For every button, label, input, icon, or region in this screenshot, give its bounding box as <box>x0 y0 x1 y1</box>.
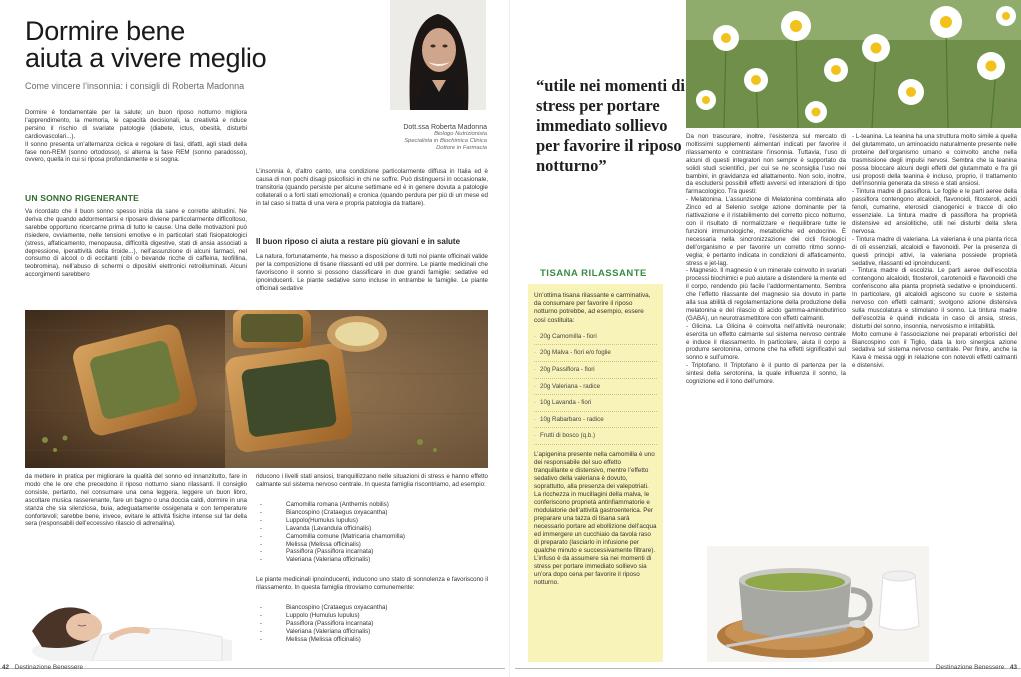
magazine-name-right: Destinazione Benessere <box>935 664 1005 671</box>
closing-text: Molto comune è l’associazione nei preparati erboristici del Biancospino con il Tiglio, data la loro sinergica azione sedativa sul sistema nervoso centrale. Per finire, anche la Kava è messa oggi in relazione con notevoli effetti calmanti e distensivi. <box>852 330 1017 370</box>
tisana-box <box>528 284 663 662</box>
author-role-3: Dottore in Farmacia <box>436 144 487 151</box>
title-line-1: Dormire bene <box>25 16 185 46</box>
supplements-column <box>686 133 846 537</box>
ingredient-item: · 20g Camomilla - fiori <box>534 329 657 346</box>
pull-quote: “utile nei momenti di stress per portare immediato sollievo per favorire il riposo notturno” <box>536 76 685 175</box>
page-number-left: 42 <box>2 664 10 671</box>
escolzia-text: - Tintura madre di escolzia. Le parti aeree dell’escolzia contengono alcaloidi, fitosteroli, carotenoidi e flavonoidi che conferiscono alla pianta proprietà sedative e ipnoinducenti. In particolare, gli alcaloidi agiscono su cuore e sistema nervoso con effetti calmanti; svolgono azione distensiva sulla muscolatura e stimolano il sonno. La tintura madre dell’escolzia è quindi indicata in caso di ansia, stress, disturbi del sonno, insonnia, nervosismo e irritabilità. <box>852 267 1017 330</box>
valeriana-text: - Tintura madre di valeriana. La valeriana è una pianta ricca di oli essenziali, alcaloidi e flavonoidi. Per la presenza di questi principi attivi, la valeriana possiede proprietà sedative, rilassanti ed ipnoinducenti. <box>852 235 1017 267</box>
plant-item: - Passiflora (Passiflora incarnata) <box>256 548 488 556</box>
natura-text: La natura, fortunatamente, ha messo a disposizione di tutti noi piante officinali valide per la composizione di tisane rilassanti ed utili per dormire. Le piante medicinali che favoriscono il sonno si possono classificare in due grandi famiglie: sedative ed ipnoinducenti. Le piante sedative sono incluse in entrambe le famiglie. Le piante officinali sedative <box>256 253 488 292</box>
tisana-intro: Un’ottima tisana rilassante e carminativa, da consumare per favorire il riposo notturno potrebbe, ad esempio, essere così costituita: <box>534 292 651 324</box>
chamomile-flowers-photo <box>686 0 1021 128</box>
plant-item: - Camomilla comune (Matricaria chamomilla) <box>256 533 488 541</box>
author-role-1: Biologo Nutrizionista <box>434 131 487 137</box>
plant-item: - Camomilla romana (Anthemis nobilis) <box>256 501 488 509</box>
plant-item: - Passiflora (Passiflora incarnata) <box>256 620 488 628</box>
intro-text <box>25 109 247 187</box>
author-role-2: Specialista in Biochimica Clinica <box>404 137 487 144</box>
page-spine <box>509 0 510 677</box>
plant-item: - Luppolo(Humulus lupulus) <box>256 517 488 525</box>
consigli-text: da mettere in pratica per migliorare la qualità del sonno ed innanzitutto, fare in modo che le ore che precedono il riposo notturno siano rilassanti. Il consiglio consiste, pertanto, nel consumare una cena leggera, leggere un buon libro, ascoltare musica rasserenante, fare un bagno o una doccia caldi, dormire in una stanza che sia silenziosa, buia, adeguatamente ossigenata e con temperature confortevoli; sarebbe bene, invece, evitare le attività fisiche intense sul far della sera (responsabili dell’eccessivo rilascio di adrenalina). <box>25 473 247 528</box>
plant-item: - Melissa (Melissa officinalis) <box>256 541 488 549</box>
glicina-text: - Glicina. La Glicina è coinvolta nell’attività neuronale; esercita un effetto calmante sul sistema nervoso centrale e induce il rilassamento. In particolare, aiuta il corpo a produrre serotonina, ormone che ha effetti significativi sul sonno e sull’umore. <box>686 322 846 362</box>
triptofano-text: - Triptofano. Il Triptofano è il punto di partenza per la sintesi della serotonina, la quale influenza il sonno, la cognizione ed il tono dell’umore. <box>686 362 846 386</box>
plant-item: - Luppolo (Humulus lupulus) <box>256 612 488 620</box>
sonno-text: Va ricordato che il buon sonno spesso inizia da sane e corrette abitudini. Ne deriva che quando addormentarsi e riposare diviene particolarmente difficoltoso, sarebbe opportuno ricercarne prima di tutto le cause. Una delle motivazioni può risiedere, ovviamente, nelle tensioni emotive e in particolari stati fisiopatologici (stress, affaticamento, menopausa, difficoltà digestive, stati di ansia associati a depressione, iperattività della tiroide...), nell’assunzione di alcuni farmaci, nel consumo di alcool o di eccitanti (cibi o bevande ricche di caffeina, teofillina, teobromina), nell’abuso di schermi o dipositivi elettronici retroilluminati. Alcuni accorgimenti sarebbero <box>25 208 247 279</box>
ingredient-item: · Frutti di bosco (q.b.) <box>534 428 657 445</box>
ipno-plants-list <box>256 604 488 644</box>
title-line-2: aiuta a vivere meglio <box>25 43 267 73</box>
plant-item: - Lavanda (Lavandula officinalis) <box>256 525 488 533</box>
author-portrait-photo <box>390 0 486 110</box>
ingredient-item: · 20g Valeriana - radice <box>534 379 657 396</box>
footer-left <box>2 664 83 671</box>
ingredient-item: · 20g Passiflora - fiori <box>534 362 657 379</box>
ingredient-item: · 10g Rabarbaro - radice <box>534 412 657 429</box>
plant-item: - Biancospino (Crataegus oxyacantha) <box>256 604 488 612</box>
author-credit <box>332 124 487 151</box>
ingredient-item: · 10g Lavanda - fiori <box>534 395 657 412</box>
intro-paragraph-2: Il sonno presenta un’alternanza ciclica e regolare di fasi, difatti, agli stadi della fase non-REM (sonno ortodosso), si alterna la fase REM (sonno paradosso), ovvero, quella in cui si riposa profondamente e si sogna. <box>25 140 247 164</box>
article-subtitle: Come vincere l’insonnia: i consigli di Roberta Madonna <box>25 81 245 91</box>
plant-item: - Valeriana (Valeriana officinalis) <box>256 628 488 636</box>
magazine-name-left: Destinazione Benessere <box>14 664 84 671</box>
tisana-ingredients <box>534 329 657 445</box>
intro-paragraph: Dormire è fondamentale per la salute; un buon riposo notturno migliora l’apprendimento, la memoria, le capacità decisionali, la creatività e riduce persino il rischio di svariate patologie (diabete, ictus, obesità, disturbi cardiovascolari...). <box>25 109 247 140</box>
plant-item: - Valeriana (Valeriana officinalis) <box>256 556 488 564</box>
ingredient-item: · 20g Malva - fiori e/o foglie <box>534 345 657 362</box>
supplements-intro: Da non trascurare, inoltre, l’esistenza sul mercato di moltissimi supplementi alimentari indicati per favorire il rilassamento e contrastare l’insonnia. Tuttavia, l’uso di alcuni di questi integratori non sempre è supportato da solidi studi scientifici, per cui se ne sconsiglia l’uso nei bambini, in gravidanza ed allattamento. Non solo, inoltre, da escludersi possibili effetti avversi ed interazioni di tipo farmacologico. Tra questi: <box>686 133 846 196</box>
tisana-heading: TISANA RILASSANTE <box>540 268 647 279</box>
author-name: Dott.ssa Roberta Madonna <box>403 124 487 131</box>
tinctures-column <box>852 133 1017 537</box>
section-heading-sonno: UN SONNO RIGENERANTE <box>25 193 140 203</box>
teanina-text: - L-teanina. La teanina ha una struttura molto simile a quella del glutammato, un aminoacido naturalmente presente nelle proteine dell’organismo umano e coinvolto anche nella trasmissione degli impulsi nervosi. Sembra che la teanina possa bloccare alcuni degli effetti del glutammato e fra gli usi proposti della teanina è incluso, proprio, il trattamento dell’insonnia generata da stress e stati ansiosi. <box>852 133 1017 188</box>
footer-right <box>936 664 1017 671</box>
insonnia-text: L’insonnia è, d’altro canto, una condizione particolarmente diffusa in Italia ed è causa di non pochi disagi psicofisici in chi ne soffre. Può distinguersi in occasionale, transitoria (quando persiste per alcune settimane ed è in genere dovuta a patologie collaterali o a forti stati emozionali) e cronica (quando perdura per più di un mese ed in tal caso si tratta di una vera e propria patologia da trattare). <box>256 168 488 207</box>
sedative-text: riducono i livelli stati ansiosi, tranquillizzano nelle situazioni di stress e hanno effetto calmante sul sistema nervoso centrale. In questa famiglia riscontriamo, ad esempio: <box>256 473 488 488</box>
herbal-tea-bowls-photo <box>25 310 488 468</box>
page-number-right: 43 <box>1009 664 1017 671</box>
article-title <box>25 18 325 72</box>
plant-item: - Biancospino (Crataegus oxyacantha) <box>256 509 488 517</box>
tisana-outro: L’apigenina presente nella camomilla è uno dei responsabile del suo effetto tranquillante e distensivo, mentre l’effetto sedativo della valeriana è dovuto, soprattutto, alla presenza dei valepotriati. La ricchezza in mucillagini della malva, le conferiscono proprietà antinfiammatorie e modulatorie dell’attività gastroenterica. Per preparare una tazza di tisana sarà necessario portare ad ebollizione dell’acqua ed immergere un cucchiaio da tavola raso di preparato (lasciarlo in infusione per qualche minuto e successivamente filtrare). L’infuso è da assumere sia nei momenti di stress per portare immediato sollievo sia un’ora dopo cena per favorire il riposo notturno. <box>534 450 657 586</box>
magnesio-text: - Magnesio. Il magnesio è un minerale coinvolto in svariati processi biochimici e può aiutare a distendere la mente ed il corpo, rendendo più facile l’addormentamento. Sembra che l’effetto rilassante del magnesio sia dovuto in parte alla sua abilità di regolamentazione della produzione della melatonina e del rilascio di acido gamma-aminobutirrico (GABA), un neurotrasmettitore con effetti calmanti. <box>686 267 846 322</box>
ipno-text: Le piante medicinali ipnoinducenti, inducono uno stato di sonnolenza e favoriscono il rilassamento. In questa famiglia ritroviamo comunemente: <box>256 576 488 591</box>
green-tea-cup-photo <box>707 546 929 662</box>
melatonina-text: - Melatonina. L’assunzione di Melatonina combinata allo Zinco ed al Selenio svolge azione dominante per la riattivazione e il ristabilimento del corretto picco notturno, con il risultato di normalizzare e riequilibrare tutte le funzioni immunologiche, metaboliche ed endocrine. È necessaria nella sincronizzazione dei cicli fisiologici dell’organismo e per favorire un corretto ritmo sonno-veglia; è pertanto indicata in condizioni di affaticamento, stress e jet-lag. <box>686 196 846 267</box>
plant-item: - Melissa (Melissa officinalis) <box>256 636 488 644</box>
sleeping-woman-photo <box>22 581 232 661</box>
section-heading-riposo: Il buon riposo ci aiuta a restare più giovani e in salute <box>256 237 461 246</box>
sedative-plants-list <box>256 501 488 564</box>
passiflora-text: - Tintura madre di passiflora. Le foglie e le parti aeree della passiflora contengono alcaloidi, flavonoidi, fitosteroli, acidi fenoli, cumarine, eterosidi cianogenici e tracce di olio essenziale. La tintura madre di passiflora ha proprietà distensive ed ansiolitiche, utili nei disturbi della sfera nervosa. <box>852 188 1017 235</box>
